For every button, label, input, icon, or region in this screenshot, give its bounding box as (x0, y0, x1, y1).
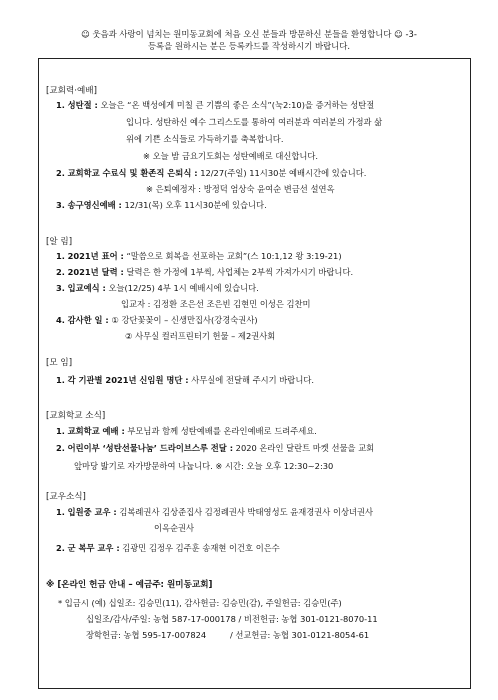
item-label: 군 복무 교우 : (67, 543, 120, 553)
item-number: 2. (56, 543, 65, 553)
item-text-cont: 입교자 : 김정환 조은선 조은빈 김현민 이성은 김찬미 (121, 299, 311, 309)
item-number: 4. (56, 315, 65, 325)
item-label: 교회학교 수료식 및 환존직 은퇴식 : (67, 168, 198, 178)
section-title-school: [교회학교 소식] (46, 411, 106, 421)
list-item (56, 266, 353, 278)
item-text-cont: 앞마당 밟기로 자가방문하여 나눕니다. ※ 시간: 오늘 오후 12:30~2:30 (74, 461, 334, 471)
item-label: 2021년 달력 : (67, 267, 124, 277)
item-label: 교회학교 예배 : (67, 426, 125, 436)
header-welcome-line: ☺ 웃음과 사랑이 넘치는 원미동교회에 처음 오신 분들과 방문하신 분들을 환영합니다 ☺ -3- (81, 29, 417, 39)
list-item (56, 542, 280, 554)
offering-example: * 입금시 (예) 십일조: 김승민(11), 감사헌금: 김승민(감), 주일헌금: 김승민(주) (58, 598, 342, 608)
item-text: 달력은 한 가정에 1부씩, 사업체는 2부씩 가져가시기 바랍니다. (123, 267, 354, 277)
list-item (56, 374, 314, 386)
item-label: 성탄절 : (67, 100, 98, 110)
list-item (56, 250, 342, 262)
list-item (56, 442, 374, 454)
list-item (56, 314, 258, 326)
item-text: 김광민 김정우 김주훈 송재현 이건호 이은수 (119, 543, 280, 553)
item-label: 입원중 교우 : (67, 507, 117, 517)
header-registration-line: 등록을 원하시는 분은 등록카드를 작성하시기 바랍니다. (147, 41, 351, 51)
item-number: 2. (56, 443, 65, 453)
item-text-cont: ② 사무실 컬러프린터기 헌물 – 제2권사회 (125, 331, 276, 341)
item-label: 입교예식 : (67, 283, 106, 293)
item-text: 오늘은 “온 백성에게 미칠 큰 기쁨의 좋은 소식”(눅2:10)을 증거하는 성탄절 (97, 100, 375, 110)
item-label: 어린이부 ‘성탄선물나눔’ 드라이브스루 전달 : (67, 443, 234, 453)
section-title-notices: [알 림] (46, 237, 73, 247)
item-text: “말씀으로 회복을 선포하는 교회”(스 10:1,12 왕 3:19-21) (123, 251, 342, 261)
offering-account-1: 십일조/감사/주일: 농협 587-17-000178 / 비전헌금: 농협 301-0121-8070-11 (86, 614, 378, 624)
list-item (56, 425, 317, 437)
item-text: ① 강단꽃꽂이 – 신생만집사(강경숙권사) (108, 315, 258, 325)
item-text: 김복례권사 김상준집사 김정례권사 박태영성도 윤재경권사 이상녀권사 (116, 507, 374, 517)
item-text: 부모님과 함께 성탄예배를 온라인예배로 드려주세요. (124, 426, 317, 436)
item-number: 1. (56, 251, 65, 261)
item-number: 1. (56, 375, 65, 385)
item-text: 2020 온라인 달란트 마켓 선물을 교회 (233, 443, 375, 453)
item-text-cont: 입니다. 성탄하신 예수 그리스도를 통하여 여러분과 여러분의 가정과 삶 (126, 117, 383, 127)
item-text: 12/27(주일) 11시30분 예배시간에 있습니다. (197, 168, 367, 178)
item-text: 12/31(목) 오후 11시30분에 있습니다. (121, 200, 267, 210)
item-text-cont: 위에 기쁜 소식들로 가득하기를 축복합니다. (126, 134, 284, 144)
item-number: 3. (56, 200, 65, 210)
item-label: 송구영신예배 : (67, 200, 122, 210)
list-item (56, 199, 267, 211)
item-text-cont: 이옥순권사 (154, 523, 195, 533)
offering-account-2: 장학헌금: 농협 595-17-007824 / 선교헌금: 농협 301-0121-8054-61 (86, 630, 370, 640)
item-text: 오늘(12/25) 4부 1시 예배시에 있습니다. (105, 283, 259, 293)
item-label: 감사한 일 : (67, 315, 109, 325)
section-title-meetings: [모 임] (46, 358, 73, 368)
list-item (56, 282, 259, 294)
list-item (56, 99, 374, 111)
list-item (56, 506, 373, 518)
item-number: 3. (56, 283, 65, 293)
item-number: 1. (56, 100, 65, 110)
item-number: 2. (56, 168, 65, 178)
item-note: ※ 은퇴예정자 : 방정덕 엄상숙 윤여순 변금선 설연옥 (146, 184, 335, 194)
section-title-offering: ※ [온라인 헌금 안내 – 예금주: 원미동교회] (46, 580, 213, 590)
item-number: 1. (56, 426, 65, 436)
item-label: 2021년 표어 : (67, 251, 124, 261)
item-text: 사무실에 전달해 주시기 바랍니다. (188, 375, 314, 385)
item-note: ※ 오늘 밤 금요기도회는 성탄예배로 대신합니다. (143, 151, 319, 161)
list-item (56, 167, 366, 179)
section-title-worship: [교회력·예배] (46, 86, 97, 96)
item-label: 각 기관별 2021년 신임원 명단 : (67, 375, 189, 385)
item-number: 1. (56, 507, 65, 517)
section-title-members: [교우소식] (46, 492, 86, 502)
item-number: 2. (56, 267, 65, 277)
